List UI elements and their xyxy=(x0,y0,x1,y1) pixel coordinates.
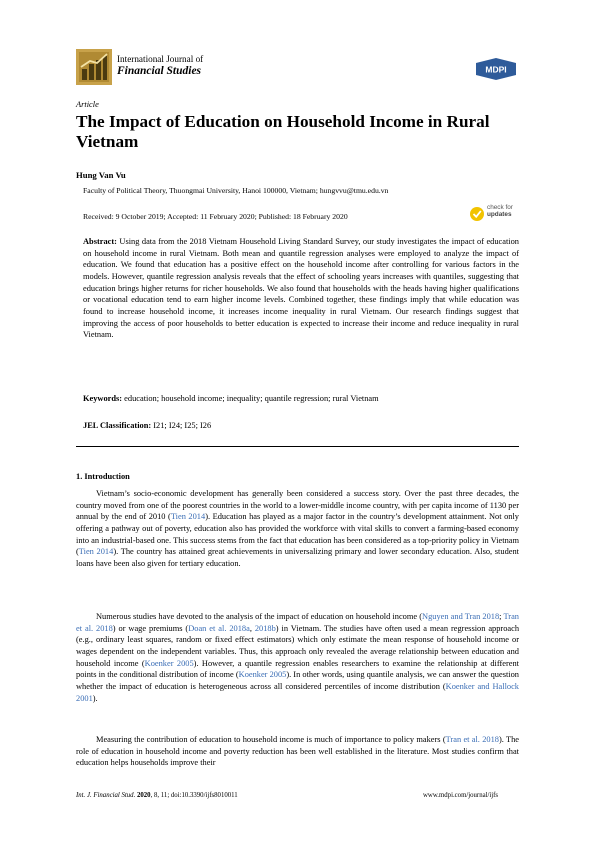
paragraph-text: ). The country has attained great achievements in universalizing primary and lower secondary education. Also, student loans have been also given for tertiary education. xyxy=(76,547,519,568)
citation-link[interactable]: Koenker and Hallock 2001 xyxy=(76,681,519,703)
footer-volume-doi: , 8, 11; doi:10.3390/ijfs8010011 xyxy=(150,792,238,799)
jel-label: JEL Classification: xyxy=(83,421,152,430)
jel-text: I21; I24; I25; I26 xyxy=(153,421,212,430)
paragraph-text: ). The role of education in household income and poverty reduction has been well established in the literature. Most studies confirm that education helps households improve their xyxy=(76,735,519,768)
footer-journal-url[interactable]: www.mdpi.com/journal/ijfs xyxy=(423,792,499,799)
citation-link[interactable]: Koenker 2005 xyxy=(144,658,194,668)
intro-paragraph-1 xyxy=(76,488,519,570)
keywords-text: education; household income; inequality; quantile regression; rural Vietnam xyxy=(124,394,379,403)
paragraph-text: Vietnam’s socio-economic development has generally been considered a success story. Over the past three decades, the country moved from one of the poorest countries in the world to a lower-middle income country, with per capita income of 1130 per annual by the end of 2010 ( xyxy=(76,489,519,522)
paragraph-text: ). In other words, using quantile analysis, we can answer the question whether the impact of education is heterogeneous across all considered percentiles of income distribution ( xyxy=(76,670,519,691)
paragraph-text: , xyxy=(249,623,255,633)
keywords xyxy=(83,394,519,403)
paragraph-text: ). xyxy=(92,693,98,703)
author-affiliation: Faculty of Political Theory, Thuongmai University, Hanoi 100000, Vietnam; hungvvu@tmu.edu.vn xyxy=(83,186,389,195)
citation-link[interactable]: Tien 2014 xyxy=(78,547,114,557)
abstract-text: Using data from the 2018 Vietnam Household Living Standard Survey, our study investigates the impact of education on household income in rural Vietnam. Both mean and quantile regression analyses were employed to analyze the impact of education. We found that education has a positive effect on the household income after controlling for various factors in the models. However, quantile regression analysis reveals that the effect of schooling years increases with quantiles, suggesting that education brings higher returns for richer households. We also found that households with the heads having higher qualifications or vocational education tend to earn higher income levels. Combined together, these findings imply that while education was found to increase household income, it increases income inequality in rural Vietnam. Our research findings suggest that improving the access of poor households to better education is expected to increase their income and reduce inequality in rural Vietnam. xyxy=(83,237,519,340)
footer-citation xyxy=(76,792,238,799)
paragraph-text: ; xyxy=(499,612,504,621)
citation-link[interactable]: Tran et al. 2018 xyxy=(76,612,519,633)
journal-name-line2: Financial Studies xyxy=(117,65,202,77)
citation-link[interactable]: Tran et al. 2018 xyxy=(445,735,499,744)
section-heading-introduction: 1. Introduction xyxy=(76,472,130,481)
section-divider xyxy=(76,446,519,447)
keywords-label: Keywords: xyxy=(83,394,123,403)
footer-journal-abbr: Int. J. Financial Stud. xyxy=(76,792,136,799)
intro-paragraph-2 xyxy=(76,611,519,704)
paragraph-text: ). Education has played as a major factor in the country’s development attainment. Not only offering a pathway out of poverty, education also has provided the workforce with vital skills to convert a farming-based economy into an industrial-based one. This success stems from the fact that education has been considered as a top-priority policy in Vietnam ( xyxy=(76,512,519,557)
paragraph-text: ) in Vietnam. The studies have often used a mean regression approach (e.g., ordinary least squares, random or fixed effect estimators) which only estimate the mean response of household income or wages dependent on the independent variables. Thus, this approach only revealed the average relationship between education and household income ( xyxy=(76,623,520,668)
article-type: Article xyxy=(76,100,99,109)
jel-classification xyxy=(83,421,519,430)
citation-link[interactable]: Tien 2014 xyxy=(170,512,206,522)
svg-text:MDPI: MDPI xyxy=(485,64,507,75)
intro-paragraph-3 xyxy=(76,734,519,769)
check-updates-line2: updates xyxy=(487,211,512,218)
citation-link[interactable]: Nguyen and Tran 2018 xyxy=(422,612,500,621)
paragraph-text: Measuring the contribution of education to household income is much of importance to policy makers ( xyxy=(96,735,446,744)
abstract-label: Abstract: xyxy=(83,237,117,246)
journal-logo-icon xyxy=(76,49,112,85)
check-updates-line1: check for xyxy=(487,204,513,211)
publication-dates: Received: 9 October 2019; Accepted: 11 February 2020; Published: 18 February 2020 xyxy=(83,212,348,221)
paragraph-text: ) or wage premiums ( xyxy=(112,623,189,633)
citation-link[interactable]: Doan et al. 2018a xyxy=(188,623,250,633)
footer-year: 2020 xyxy=(136,792,151,799)
paragraph-text: Numerous studies have devoted to the analysis of the impact of education on household income ( xyxy=(96,612,423,621)
mdpi-logo-icon xyxy=(474,57,518,81)
paragraph-text: ). However, a quantile regression enables researchers to examine the relationship at different points in the conditional distribution of income ( xyxy=(76,658,519,680)
paper-title: The Impact of Education on Household Income in Rural Vietnam xyxy=(76,112,490,151)
citation-link[interactable]: 2018b xyxy=(254,623,276,633)
journal-name-line1: International Journal of xyxy=(117,54,204,64)
citation-link[interactable]: Koenker 2005 xyxy=(238,670,287,680)
abstract xyxy=(83,236,519,341)
check-updates-icon xyxy=(470,207,484,221)
author-name: Hung Van Vu xyxy=(76,170,126,180)
